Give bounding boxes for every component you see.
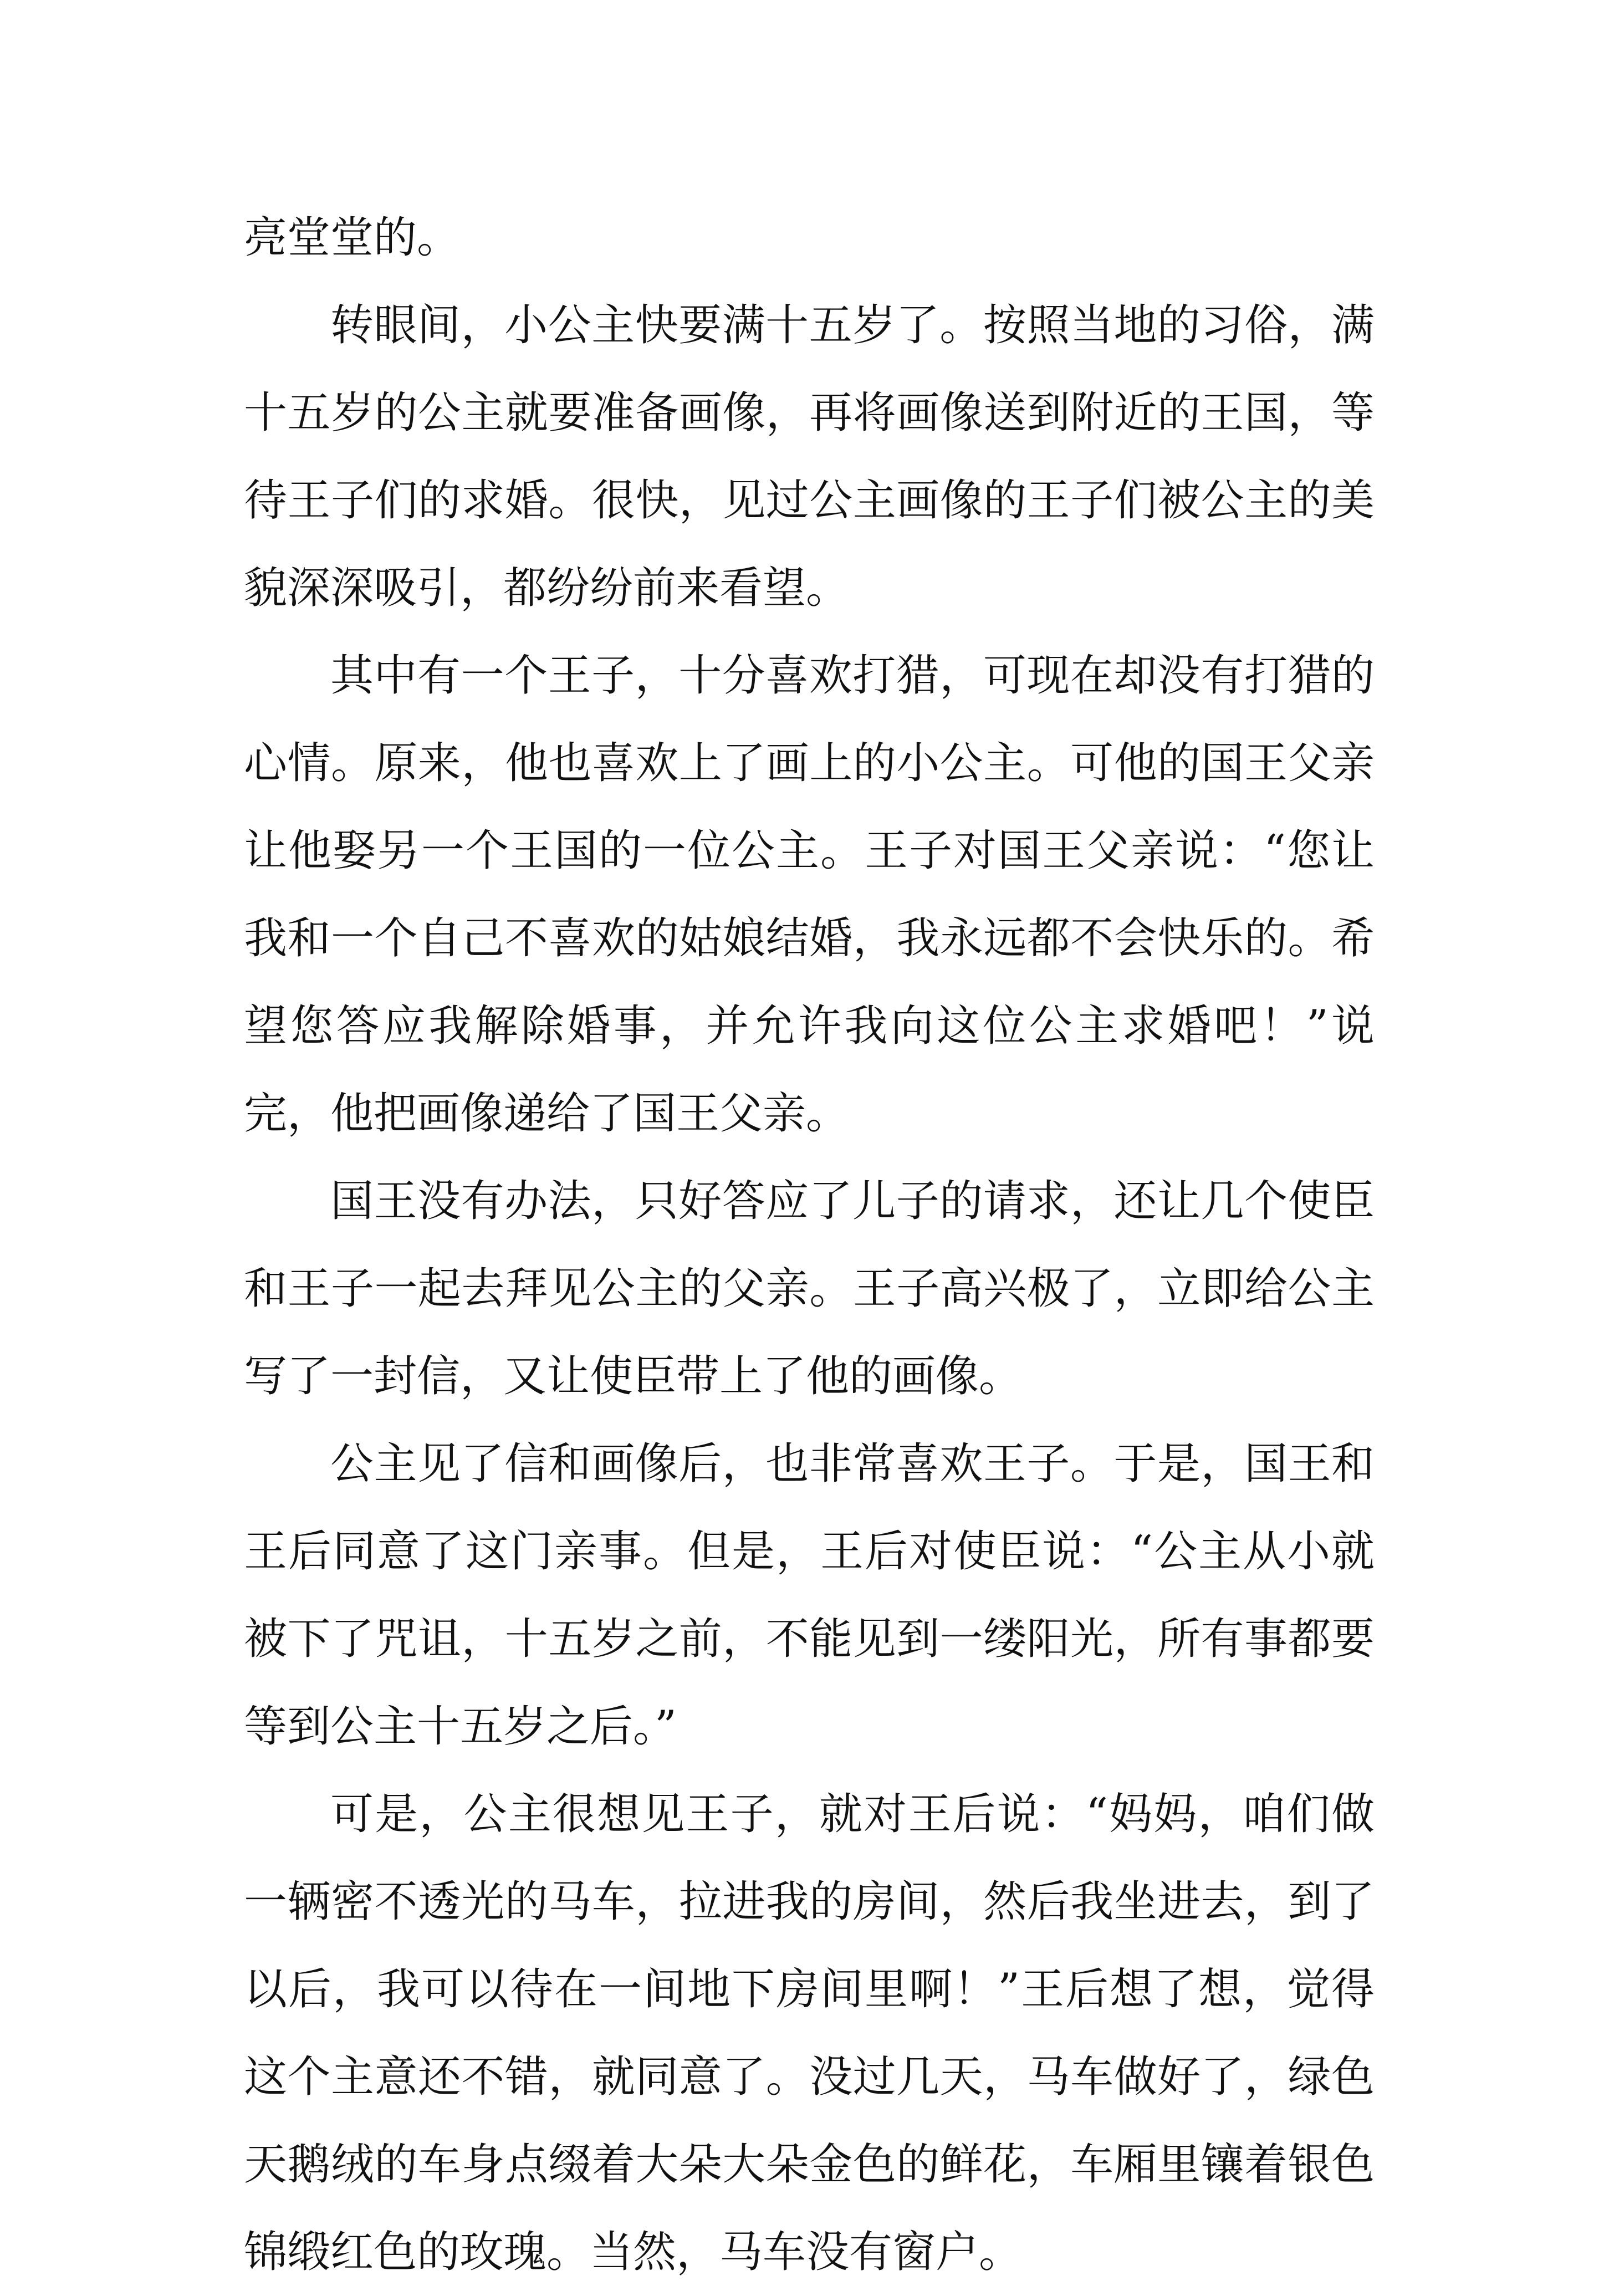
story-text: [244, 194, 1375, 2296]
paragraph: 国王没有办法，只好答应了儿子的请求，还让几个使臣和王子一起去拜见公主的父亲。王子高兴极了，立即给公主写了一封信，又让使臣带上了他的画像。: [244, 1176, 1375, 1401]
paragraph: 其中有一个王子，十分喜欢打猎，可现在却没有打猎的心情。原来，他也喜欢上了画上的小公主。可他的国王父亲让他娶另一个王国的一位公主。王子对国王父亲说：“您让我和一个自己不喜欢的姑娘结婚，我永远都不会快乐的。希望您答应我解除婚事，并允许我向这位公主求婚吧！”说完，他把画像递给了国王父亲。: [244, 651, 1375, 1139]
paragraph-continuation: 亮堂堂的。: [244, 213, 461, 263]
paragraph: 可是，公主很想见王子，就对王后说：“妈妈，咱们做一辆密不透光的马车，拉进我的房间，然后我坐进去，到了以后，我可以待在一间地下房间里啊！”王后想了想，觉得这个主意还不错，就同意了。没过几天，马车做好了，绿色天鹅绒的车身点缀着大朵大朵金色的鲜花，车厢里镶着银色锦缎红色的玫瑰。当然，马车没有窗户。: [244, 1789, 1375, 2277]
paragraph: 公主见了信和画像后，也非常喜欢王子。于是，国王和王后同意了这门亲事。但是，王后对使臣说：“公主从小就被下了咒诅，十五岁之前，不能见到一缕阳光，所有事都要等到公主十五岁之后。”: [244, 1439, 1375, 1752]
paragraph: 转眼间，小公主快要满十五岁了。按照当地的习俗，满十五岁的公主就要准备画像，再将画像送到附近的王国，等待王子们的求婚。很快，见过公主画像的王子们被公主的美貌深深吸引，都纷纷前来看望。: [244, 300, 1375, 613]
